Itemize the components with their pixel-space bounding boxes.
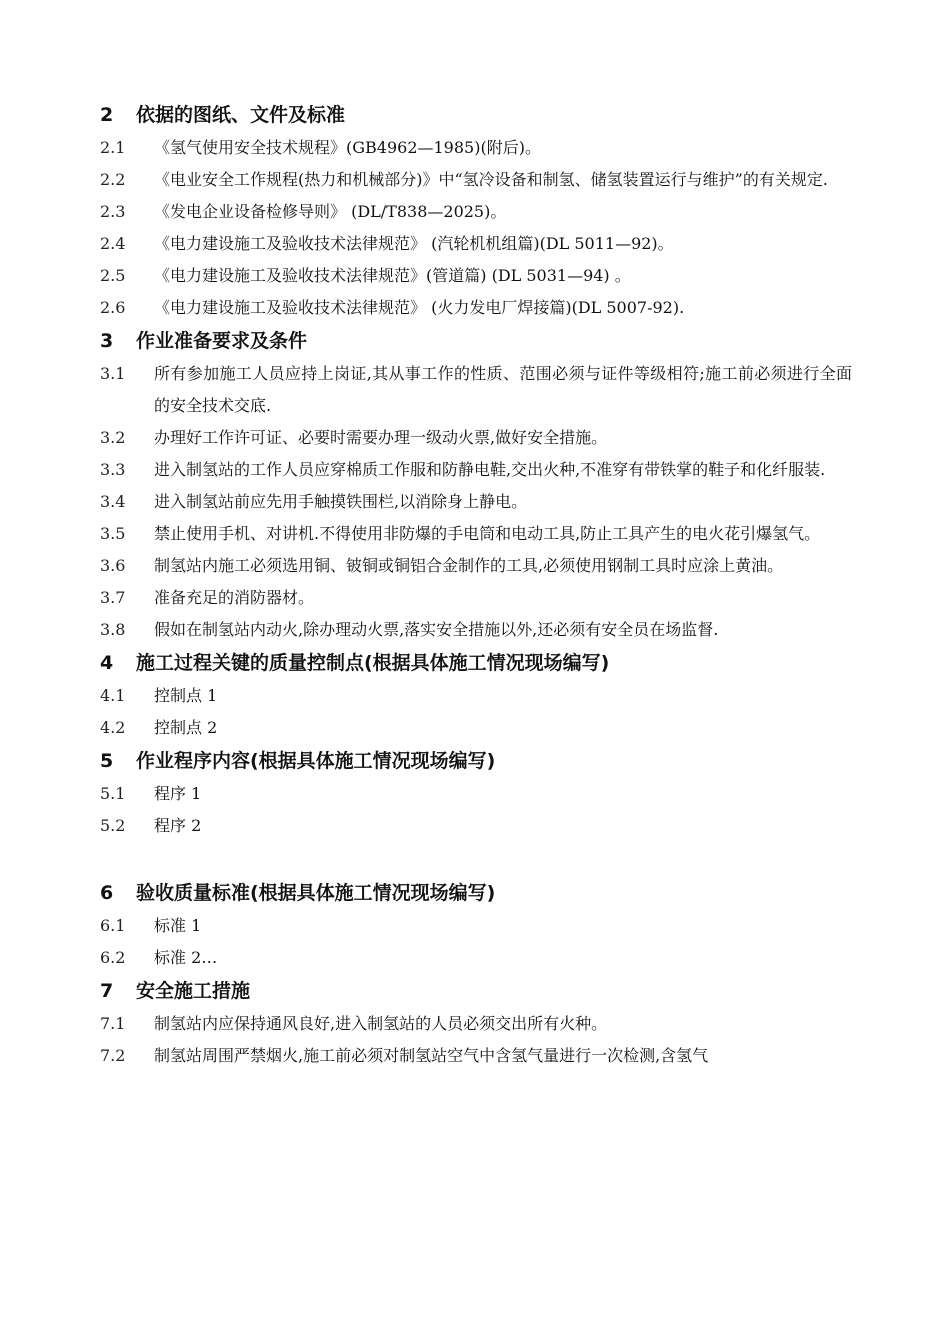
section-title: 作业程序内容(根据具体施工情况现场编写)	[136, 750, 496, 772]
section-5	[100, 744, 852, 842]
section-heading	[100, 974, 852, 1008]
item-number: 7.1	[100, 1014, 126, 1033]
section-7	[100, 974, 852, 1072]
list-item	[100, 164, 852, 196]
list-item	[100, 132, 852, 164]
section-6	[100, 876, 852, 974]
item-text: 《电力建设施工及验收技术法律规范》 (火力发电厂焊接篇)(DL 5007-92).	[154, 298, 685, 317]
item-number: 3.3	[100, 460, 126, 479]
item-text: 《电力建设施工及验收技术法律规范》(管道篇) (DL 5031—94) 。	[154, 266, 631, 285]
item-text: 办理好工作许可证、必要时需要办理一级动火票,做好安全措施。	[154, 428, 608, 447]
item-text: 制氢站内应保持通风良好,进入制氢站的人员必须交出所有火种。	[154, 1014, 608, 1033]
section-number: 5	[100, 750, 114, 772]
list-item	[100, 712, 852, 744]
list-item	[100, 910, 852, 942]
item-number: 3.8	[100, 620, 126, 639]
section-2	[100, 98, 852, 324]
item-text: 标准 2…	[154, 948, 218, 967]
list-item	[100, 196, 852, 228]
list-item	[100, 518, 852, 550]
item-text: 制氢站内施工必须选用铜、铍铜或铜铝合金制作的工具,必须使用钢制工具时应涂上黄油。	[154, 556, 784, 575]
list-item	[100, 1040, 852, 1072]
item-number: 2.4	[100, 234, 126, 253]
item-number: 2.3	[100, 202, 126, 221]
item-number: 4.1	[100, 686, 126, 705]
list-item	[100, 358, 852, 422]
section-title: 施工过程关键的质量控制点(根据具体施工情况现场编写)	[136, 652, 610, 674]
item-number: 3.1	[100, 364, 126, 383]
item-text: 制氢站周围严禁烟火,施工前必须对制氢站空气中含氢气量进行一次检测,含氢气	[154, 1046, 709, 1065]
section-3	[100, 324, 852, 646]
item-text: 控制点 1	[154, 686, 218, 705]
section-heading	[100, 744, 852, 778]
item-number: 3.5	[100, 524, 126, 543]
item-number: 3.6	[100, 556, 126, 575]
item-number: 7.2	[100, 1046, 126, 1065]
section-title: 依据的图纸、文件及标准	[136, 104, 346, 126]
item-text: 《电力建设施工及验收技术法律规范》 (汽轮机机组篇)(DL 5011—92)。	[154, 234, 674, 253]
section-title: 作业准备要求及条件	[136, 330, 308, 352]
section-heading	[100, 646, 852, 680]
list-item	[100, 680, 852, 712]
item-text: 进入制氢站的工作人员应穿棉质工作服和防静电鞋,交出火种,不准穿有带铁掌的鞋子和化纤服装.	[154, 460, 826, 479]
item-number: 6.2	[100, 948, 126, 967]
section-number: 4	[100, 652, 114, 674]
list-item	[100, 292, 852, 324]
item-number: 2.6	[100, 298, 126, 317]
section-number: 3	[100, 330, 114, 352]
section-heading	[100, 876, 852, 910]
item-text: 程序 2	[154, 816, 202, 835]
list-item	[100, 810, 852, 842]
list-item	[100, 582, 852, 614]
item-text: 《发电企业设备检修导则》 (DL/T838—2025)。	[154, 202, 507, 221]
item-text: 所有参加施工人员应持上岗证,其从事工作的性质、范围必须与证件等级相符;施工前必须进行全面的安全技术交底.	[154, 364, 852, 415]
list-item	[100, 422, 852, 454]
section-heading	[100, 98, 852, 132]
item-number: 2.5	[100, 266, 126, 285]
blank-line	[100, 842, 852, 876]
item-number: 5.2	[100, 816, 126, 835]
item-text: 禁止使用手机、对讲机.不得使用非防爆的手电筒和电动工具,防止工具产生的电火花引爆氢气。	[154, 524, 821, 543]
list-item	[100, 1008, 852, 1040]
list-item	[100, 228, 852, 260]
section-4	[100, 646, 852, 744]
item-text: 《电业安全工作规程(热力和机械部分)》中“氢冷设备和制氢、储氢装置运行与维护”的有关规定.	[154, 170, 828, 189]
list-item	[100, 614, 852, 646]
section-heading	[100, 324, 852, 358]
document-body	[100, 98, 852, 1072]
item-number: 3.2	[100, 428, 126, 447]
item-number: 3.7	[100, 588, 126, 607]
section-title: 验收质量标准(根据具体施工情况现场编写)	[136, 882, 496, 904]
item-number: 4.2	[100, 718, 126, 737]
item-number: 6.1	[100, 916, 126, 935]
item-text: 标准 1	[154, 916, 202, 935]
item-text: 准备充足的消防器材。	[154, 588, 315, 607]
item-number: 5.1	[100, 784, 126, 803]
list-item	[100, 454, 852, 486]
item-text: 程序 1	[154, 784, 202, 803]
item-number: 2.2	[100, 170, 126, 189]
item-text: 进入制氢站前应先用手触摸铁围栏,以消除身上静电。	[154, 492, 528, 511]
item-text: 控制点 2	[154, 718, 218, 737]
item-text: 《氢气使用安全技术规程》(GB4962—1985)(附后)。	[154, 138, 541, 157]
list-item	[100, 486, 852, 518]
item-text: 假如在制氢站内动火,除办理动火票,落实安全措施以外,还必须有安全员在场监督.	[154, 620, 719, 639]
list-item	[100, 942, 852, 974]
list-item	[100, 260, 852, 292]
section-title: 安全施工措施	[136, 980, 251, 1002]
list-item	[100, 778, 852, 810]
section-number: 2	[100, 104, 114, 126]
section-number: 6	[100, 882, 114, 904]
item-number: 2.1	[100, 138, 126, 157]
list-item	[100, 550, 852, 582]
item-number: 3.4	[100, 492, 126, 511]
section-number: 7	[100, 980, 114, 1002]
